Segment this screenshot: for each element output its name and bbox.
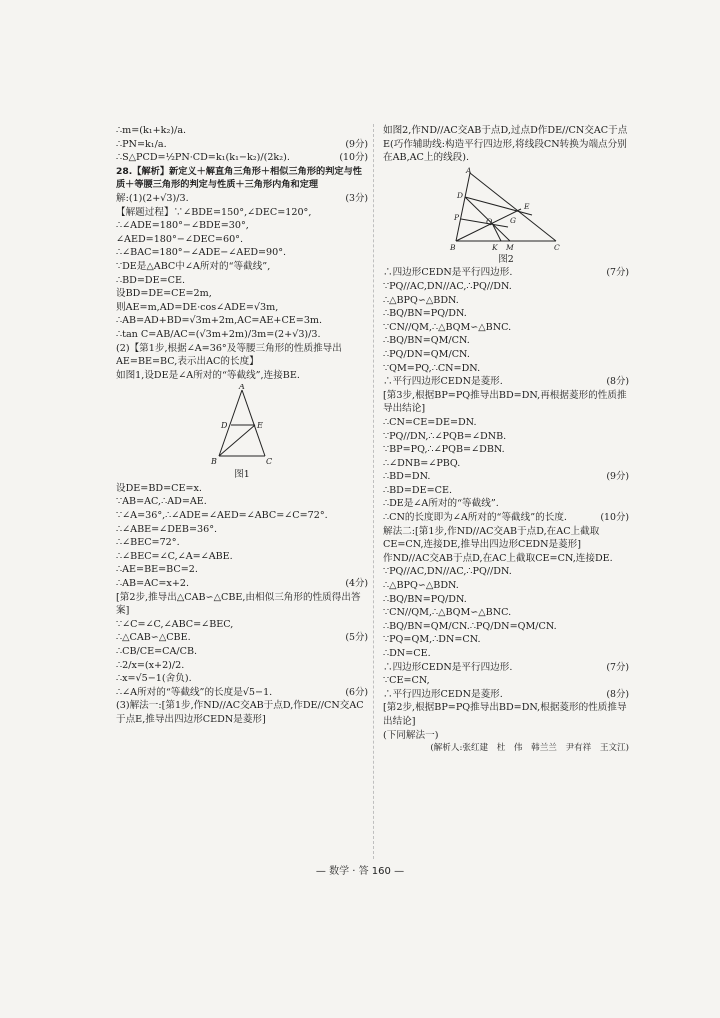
score-mark: (9分) [606, 471, 629, 483]
solution-text: [第2步,根据BP=PQ推导出BD=DN,根据菱形的性质推导出结论] [383, 702, 627, 727]
solution-text: ∴DE是∠A所对的“等截线”. [383, 498, 499, 510]
solution-text: ∵PQ//DN,∴∠PQB=∠DNB. [383, 430, 507, 442]
solution-text: ∵PQ=QM,∴DN=CN. [383, 634, 481, 646]
solution-text: ∴平行四边形CEDN是菱形. [383, 688, 503, 700]
solution-line [116, 563, 368, 577]
solution-text: ∴平行四边形CEDN是菱形. [383, 376, 503, 388]
solution-line [383, 375, 629, 389]
solution-text: ∴tan C=AB/AC=(√3m+2m)/3m=(2+√3)/3. [116, 328, 321, 340]
solution-line [116, 577, 368, 591]
solution-line [116, 342, 368, 369]
solution-text: ∴BD=DN. [383, 471, 431, 483]
solution-text: ∵CE=CN, [383, 675, 430, 687]
score-mark: (8分) [606, 376, 629, 388]
solution-text: 设DE=BD=CE=x. [116, 482, 202, 494]
solution-text: ∵∠C=∠C,∠ABC=∠BEC, [116, 618, 234, 630]
solution-line [383, 606, 629, 620]
solution-line [116, 618, 368, 632]
solution-text: 如图1,设DE是∠A所对的“等截线”,连接BE. [116, 369, 300, 381]
fig2-label-b: B [450, 242, 456, 251]
solution-line [116, 699, 368, 726]
solution-text: (下同解法一) [383, 729, 439, 741]
solution-line [116, 659, 368, 673]
solution-text: ∴S△PCD=½PN·CD=k₁(k₁−k₂)/(2k₂). [116, 152, 290, 164]
solution-line [116, 314, 368, 328]
solution-line [116, 591, 368, 618]
score-mark: (3分) [345, 192, 368, 204]
solution-text: ∵QM=PQ,∴CN=DN. [383, 362, 481, 374]
solution-text: ∴∠DNB=∠PBQ. [383, 457, 461, 469]
fig2-label-q: Q [486, 216, 493, 226]
column-divider [373, 124, 374, 859]
solution-line [383, 334, 629, 348]
solution-line [116, 523, 368, 537]
solution-text: ∴∠ABE=∠DEB=36°. [116, 523, 218, 535]
solution-line [383, 661, 629, 675]
solution-line [383, 525, 629, 552]
solution-text: ∴CN的长度即为∠A所对的“等截线”的长度. [383, 512, 567, 524]
solution-line [383, 633, 629, 647]
solution-line [383, 307, 629, 321]
solution-line [116, 274, 368, 288]
solution-text: ∴AB=AC=x+2. [116, 578, 190, 590]
solution-line [383, 280, 629, 294]
fig2-label-d: D [457, 190, 464, 200]
solution-text: ∵CN//QM,∴△BQM∽△BNC. [383, 321, 512, 333]
fig1-label-b: B [211, 457, 217, 467]
solution-line [383, 470, 629, 484]
figure-1-caption: 图1 [234, 469, 250, 481]
score-mark: (5分) [345, 632, 368, 644]
solution-line [383, 593, 629, 607]
solution-text: ∴△BPQ∽△BDN. [383, 580, 459, 592]
solution-line [116, 550, 368, 564]
solution-line [116, 260, 368, 274]
solution-text: ∴∠ADE=180°−∠BDE=30°, [116, 220, 249, 232]
solution-line [116, 192, 368, 206]
score-mark: (10分) [600, 512, 629, 524]
solution-text: ∴四边形CEDN是平行四边形. [383, 267, 513, 279]
solution-text: ∵PQ//AC,DN//AC,∴PQ//DN. [383, 566, 512, 578]
fig2-label-c: C [554, 242, 560, 251]
solution-line [116, 495, 368, 509]
fig2-label-a: A [466, 166, 472, 175]
solution-text: ∴BD=DE=CE. [383, 484, 453, 496]
solution-line [383, 729, 629, 743]
solution-line [383, 565, 629, 579]
solution-line [116, 124, 368, 138]
solution-text: 作ND//AC交AB于点D,在AC上截取CE=CN,连接DE. [383, 552, 613, 564]
solution-line [116, 686, 368, 700]
solution-line [383, 511, 629, 525]
solution-text: 解法二:[第1步,作ND//AC交AB于点D,在AC上截取CE=CN,连接DE,推导出四边形CEDN是菱形] [383, 525, 600, 551]
solution-text: ∠AED=180°−∠DEC=60°. [116, 233, 244, 245]
score-mark: (6分) [345, 686, 368, 698]
solution-text: [第2步,推导出△CAB∽△CBE,由相似三角形的性质得出答案] [116, 591, 361, 617]
solution-text: ∴x=√5−1(舍负). [116, 673, 192, 685]
solution-line [383, 430, 629, 444]
solution-line [116, 287, 368, 301]
solution-text: ∵CN//QM,∴△BQM∽△BNC. [383, 607, 512, 619]
solution-text: ∴BQ/BN=PQ/DN. [383, 308, 467, 320]
fig2-label-g: G [510, 215, 516, 225]
solution-text: ∴BQ/BN=PQ/DN. [383, 593, 467, 605]
solution-line [383, 647, 629, 661]
solution-text: ∴2/x=(x+2)/2. [116, 659, 185, 671]
solution-text: 设BD=DE=CE=2m, [116, 288, 212, 300]
left-column [116, 124, 368, 727]
solution-text: ∵BP=PQ,∴∠PQB=∠DBN. [383, 444, 505, 456]
solution-text: ∴△CAB∽△CBE. [116, 632, 191, 644]
fig2-label-p: P [454, 212, 460, 222]
solution-line [116, 482, 368, 496]
solution-text: 28.【解析】新定义＋解直角三角形＋相似三角形的判定与性质＋等腰三角形的判定与性质＋三角形内角和定理 [116, 165, 362, 191]
solution-line [383, 443, 629, 457]
figure-2-caption: 图2 [498, 253, 514, 265]
right-intro: 如图2,作ND//AC交AB于点D,过点D作DE//CN交AC于点E(巧作辅助线:构造平行四边形,将线段CN转换为端点分别在AB,AC上的线段). [383, 125, 628, 164]
solution-text: (3)解法一:[第1步,作ND//AC交AB于点D,作DE//CN交AC于点E,推导出四边形CEDN是菱形] [116, 700, 364, 725]
score-mark: (10分) [339, 152, 368, 164]
solution-line [383, 389, 629, 416]
figure-2 [446, 167, 566, 251]
fig1-label-d: D [221, 421, 228, 431]
solution-text: ∴AB=AD+BD=√3m+2m,AC=AE+CE=3m. [116, 315, 323, 327]
score-mark: (9分) [345, 138, 368, 150]
figure-1 [197, 384, 287, 466]
solution-line [116, 672, 368, 686]
score-mark: (7分) [606, 267, 629, 279]
solution-line [116, 631, 368, 645]
solution-line [383, 579, 629, 593]
solution-line [116, 536, 368, 550]
left-solution-lines-2 [116, 482, 368, 727]
solution-text: ∵DE是△ABC中∠A所对的“等截线”, [116, 260, 271, 272]
solution-line [383, 497, 629, 511]
fig2-label-k: K [492, 242, 498, 251]
analysts-credit: (解析人:张红建 杜 伟 韩兰兰 尹有祥 王文江) [430, 743, 629, 754]
solution-text: ∵AB=AC,∴AD=AE. [116, 496, 207, 508]
solution-line [116, 301, 368, 315]
right-column [383, 124, 629, 756]
solution-text: (2)【第1步,根据∠A=36°及等腰三角形的性质推导出AE=BE=BC,表示出AC的长度】 [116, 342, 342, 368]
solution-text: ∴CN=CE=DE=DN. [383, 416, 477, 428]
solution-text: ∴△BPQ∽△BDN. [383, 294, 459, 306]
solution-text: [第3步,根据BP=PQ推导出BD=DN,再根据菱形的性质推导出结论] [383, 389, 627, 415]
score-mark: (4分) [345, 578, 368, 590]
solution-line [383, 484, 629, 498]
solution-line [383, 362, 629, 376]
solution-line [116, 138, 368, 152]
solution-line [116, 151, 368, 165]
fig2-label-m: M [506, 242, 514, 251]
solution-text: ∴BD=DE=CE. [116, 274, 186, 286]
solution-text: ∴CB/CE=CA/CB. [116, 646, 198, 657]
solution-line [383, 416, 629, 430]
solution-line [116, 246, 368, 260]
solution-text: ∴∠BEC=72°. [116, 537, 180, 549]
solution-text: 则AE=m,AD=DE·cos∠ADE=√3m, [116, 301, 279, 313]
solution-line [383, 674, 629, 688]
solution-text: ∴BQ/BN=QM/CN. [383, 335, 470, 347]
fig1-label-c: C [266, 457, 273, 467]
solution-line [383, 620, 629, 634]
solution-line [383, 266, 629, 280]
solution-text: ∴PN=k₁/a. [116, 138, 167, 150]
solution-line [383, 321, 629, 335]
page-footer: — 数学 · 答 160 — [315, 866, 405, 877]
solution-line [383, 457, 629, 471]
solution-text: ∴AE=BE=BC=2. [116, 564, 198, 576]
solution-text: ∴∠BEC=∠C,∠A=∠ABE. [116, 550, 233, 562]
solution-line [116, 206, 368, 220]
solution-line [116, 219, 368, 233]
fig1-label-e: E [257, 421, 263, 431]
solution-line [116, 369, 368, 383]
solution-text: ∴m=(k₁+k₂)/a. [116, 125, 187, 136]
solution-text: ∴∠BAC=180°−∠ADE−∠AED=90°. [116, 247, 287, 259]
solution-text: 解:(1)(2+√3)/3. [116, 192, 189, 204]
solution-line [383, 294, 629, 308]
solution-text: 【解题过程】∵∠BDE=150°,∠DEC=120°, [116, 206, 312, 218]
solution-line [116, 165, 368, 192]
solution-text: ∵∠A=36°,∴∠ADE=∠AED=∠ABC=∠C=72°. [116, 510, 328, 522]
solution-text: ∴∠A所对的“等截线”的长度是√5−1. [116, 686, 273, 698]
solution-line [383, 701, 629, 728]
solution-text: ∴PQ/DN=QM/CN. [383, 348, 470, 360]
score-mark: (7分) [606, 661, 629, 673]
fig2-label-e: E [524, 201, 530, 211]
solution-line [116, 328, 368, 342]
score-mark: (8分) [606, 688, 629, 700]
right-solution-lines [383, 266, 629, 742]
solution-line [383, 688, 629, 702]
solution-text: ∴BQ/BN=QM/CN.∴PQ/DN=QM/CN. [383, 620, 557, 632]
solution-line [116, 645, 368, 659]
fig1-label-a: A [239, 384, 245, 392]
solution-text: ∵PQ//AC,DN//AC,∴PQ//DN. [383, 280, 512, 292]
solution-line [116, 509, 368, 523]
solution-text: ∴DN=CE. [383, 648, 431, 659]
solution-line [116, 233, 368, 247]
left-solution-lines [116, 124, 368, 382]
solution-line [383, 552, 629, 566]
solution-text: ∴四边形CEDN是平行四边形. [383, 661, 513, 673]
solution-line [383, 348, 629, 362]
